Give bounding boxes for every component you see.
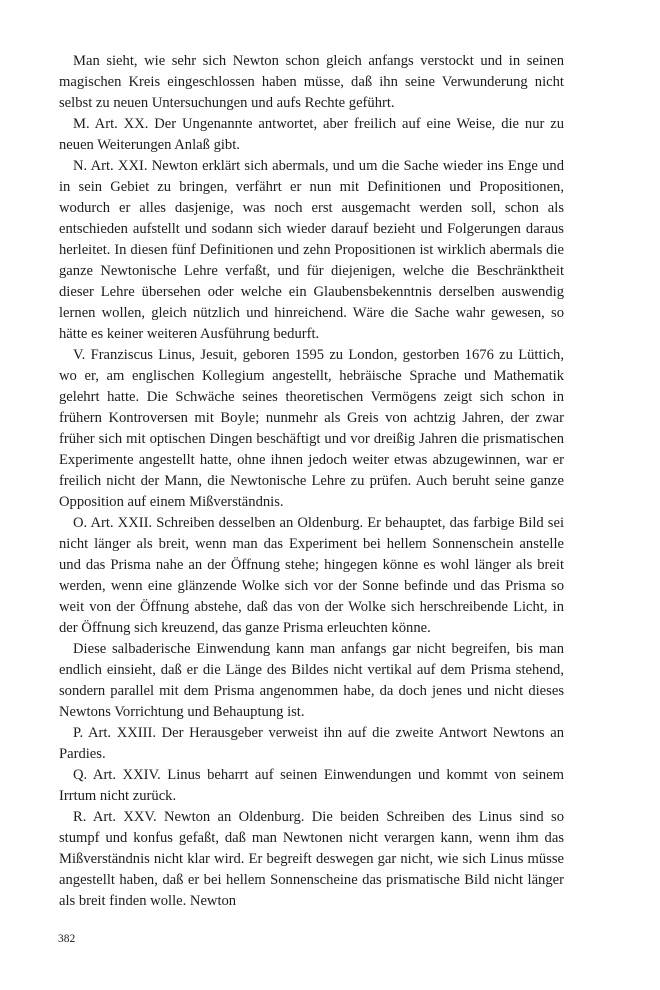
page-body: [59, 51, 564, 912]
paragraph-9: R. Art. XXV. Newton an Oldenburg. Die beiden Schreiben des Linus sind so stumpf und konfus gefaßt, daß man Newtonen nicht verargen kann, wenn ihm das Mißverständnis nicht klar wird. Er begreift deswegen gar nicht, wie sich Linus müsse angestellt haben, daß er bei hellem Sonnenscheine das prismatische Bild nicht länger als breit finden wolle. Newton: [59, 809, 564, 909]
page-number: 382: [58, 933, 76, 945]
paragraph-6: Diese salbaderische Einwendung kann man anfangs gar nicht begreifen, bis man endlich einsieht, daß er die Länge des Bildes nicht vertikal auf dem Prisma stehend, sondern parallel mit dem Prisma angenommen habe, da doch jenes und nicht dieses Newtons Vorrichtung und Behauptung ist.: [59, 641, 564, 720]
paragraph-2: M. Art. XX. Der Ungenannte antwortet, aber freilich auf eine Weise, die nur zu neuen Weiterungen Anlaß gibt.: [59, 116, 564, 153]
paragraph-3: N. Art. XXI. Newton erklärt sich abermals, und um die Sache wieder ins Enge und in sein Gebiet zu bringen, verfährt er nun mit Definitionen und Propositionen, wodurch er alles dasjenige, was noch erst ausgemacht werden soll, schon als entschieden aufstellt und sodann sich wieder darauf bezieht und Folgerungen daraus herleitet. In diesen fünf Definitionen und zehn Propositionen ist wirklich abermals die ganze Newtonische Lehre verfaßt, und für diejenigen, welche die Beschränktheit dieser Lehre übersehen oder welche ein Glaubensbekenntnis derselben auswendig lernen wollen, gleich nützlich und hinreichend. Wäre die Sache wahr gewesen, so hätte es keiner weiteren Ausführung bedurft.: [59, 158, 564, 342]
paragraph-8: Q. Art. XXIV. Linus beharrt auf seinen Einwendungen und kommt von seinem Irrtum nicht zurück.: [59, 767, 564, 804]
paragraph-1: Man sieht, wie sehr sich Newton schon gleich anfangs verstockt und in seinen magischen Kreis eingeschlossen haben müsse, daß ihn seine Verwunderung nicht selbst zu neuen Untersuchungen und aufs Rechte geführt.: [59, 53, 564, 111]
paragraph-4: V. Franziscus Linus, Jesuit, geboren 1595 zu London, gestorben 1676 zu Lüttich, wo er, am englischen Kollegium angestellt, hebräische Sprache und Mathematik gelehrt hatte. Die Schwäche seines theoretischen Vermögens zeigt sich schon in frühern Kontroversen mit Boyle; nunmehr als Greis von achtzig Jahren, der zwar früher sich mit optischen Dingen beschäftigt und vor dreißig Jahren die prismatischen Experimente angestellt hatte, ohne ihnen jedoch weiter etwas abzugewinnen, war er freilich nicht der Mann, die Newtonische Lehre zu prüfen. Auch beruht seine ganze Opposition auf einem Mißverständnis.: [59, 347, 564, 510]
paragraph-7: P. Art. XXIII. Der Herausgeber verweist ihn auf die zweite Antwort Newtons an Pardies.: [59, 725, 564, 762]
paragraph-5: O. Art. XXII. Schreiben desselben an Oldenburg. Er behauptet, das farbige Bild sei nicht länger als breit, wenn man das Experiment bei hellem Sonnenschein anstelle und das Prisma nahe an der Öffnung stehe; hingegen könne es wohl länger als breit werden, wenn eine glänzende Wolke sich vor der Sonne befinde und das Prisma so weit von der Öffnung abstehe, daß das von der Wolke sich herschreibende Licht, in der Öffnung sich kreuzend, das ganze Prisma erleuchten könne.: [59, 515, 564, 636]
